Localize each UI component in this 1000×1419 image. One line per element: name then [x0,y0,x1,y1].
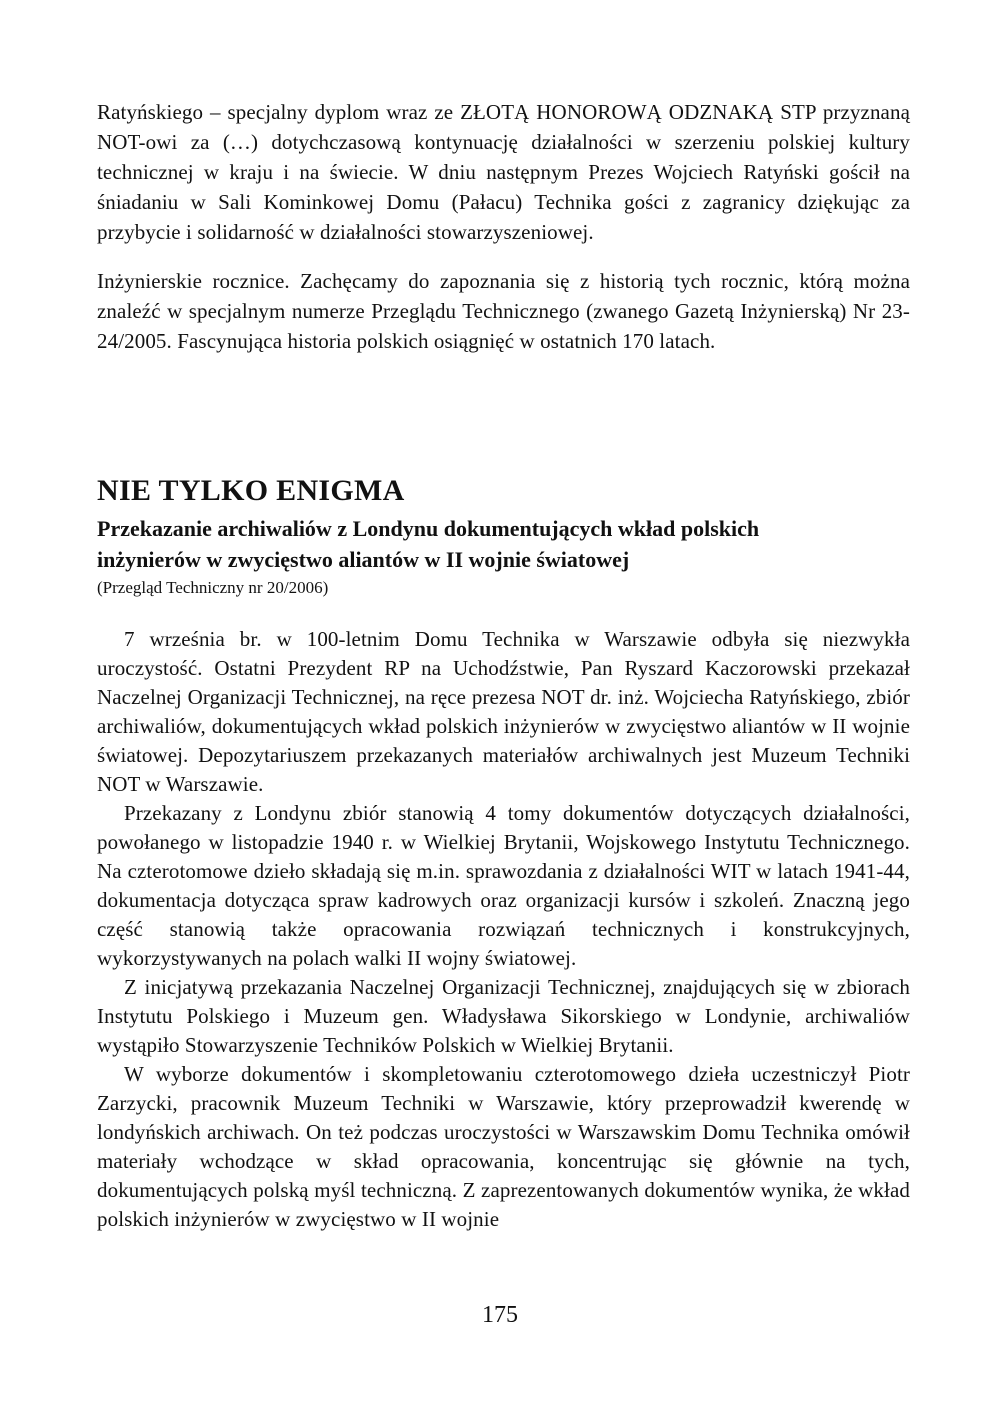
page-number: 175 [482,1302,518,1328]
body-paragraph-3: Z inicjatywą przekazania Naczelnej Organizacji Technicznej, znajdujących się w zbiorach Instytutu Polskiego i Muzeum gen. Władysława Sikorskiego w Londynie, archiwaliów wystąpiło Stowarzyszenie Techników Polskich w Wielkiej Brytanii. [97,975,910,1057]
article-title: NIE TYLKO ENIGMA [97,474,405,507]
article-body [97,625,910,1234]
body-paragraph-2: Przekazany z Londynu zbiór stanowią 4 tomy dokumentów dotyczących działalności, powołanego w listopadzie 1940 r. w Wielkiej Brytanii, Wojskowego Instytutu Technicznego. Na czterotomowe dzieło składają się m.in. sprawozdania z działalności WIT w latach 1941-44, dokumentacja dotycząca spraw kadrowych oraz organizacji kursów i szkoleń. Znaczną jego część stanowią także opracowania rozwiązań technicznych i konstrukcyjnych, wykorzystywanych na polach walki II wojny światowej. [97,801,910,970]
article-subtitle: Przekazanie archiwaliów z Londynu dokumentujących wkład polskich inżynierów w zwycięstwo aliantów w II wojnie światowej [97,516,760,572]
article-source-reference: (Przegląd Techniczny nr 20/2006) [97,578,329,597]
intro-paragraph-1: Ratyńskiego – specjalny dyplom wraz ze ZŁOTĄ HONOROWĄ ODZNAKĄ STP przyznaną NOT-owi za (…) dotychczasową kontynuację działalności w szerzeniu polskiej kultury technicznej w kraju i na świecie. W dniu następnym Prezes Wojciech Ratyński gościł na śniadaniu w Sali Kominkowej Domu (Pałacu) Technika gości z zagranicy dziękując za przybycie i solidarność w działalności stowarzyszeniowej. [97,100,910,244]
intro-paragraph-2: Inżynierskie rocznice. Zachęcamy do zapoznania się z historią tych rocznic, którą można znaleźć w specjalnym numerze Przeglądu Technicznego (zwanego Gazetą Inżynierską) Nr 23-24/2005. Fascynująca historia polskich osiągnięć w ostatnich 170 latach. [97,269,910,353]
body-paragraph-4: W wyborze dokumentów i skompletowaniu czterotomowego dzieła uczestniczył Piotr Zarzycki, pracownik Muzeum Techniki w Warszawie, który przeprowadził kwerendę w londyńskich archiwach. On też podczas uroczystości w Warszawskim Domu Technika omówił materiały wchodzące w skład opracowania, koncentrując się głównie na tych, dokumentujących polską myśl techniczną. Z zaprezentowanych dokumentów wynika, że wkład polskich inżynierów w zwycięstwo w II wojnie [97,1062,910,1231]
body-paragraph-1: 7 września br. w 100-letnim Domu Technika w Warszawie odbyła się niezwykła uroczystość. Ostatni Prezydent RP na Uchodźstwie, Pan Ryszard Kaczorowski przekazał Naczelnej Organizacji Technicznej, na ręce prezesa NOT dr. inż. Wojciecha Ratyńskiego, zbiór archiwaliów, dokumentujących wkład polskich inżynierów w zwycięstwo aliantów w II wojnie światowej. Depozytariuszem przekazanych materiałów archiwalnych jest Muzeum Techniki NOT w Warszawie. [97,627,910,796]
